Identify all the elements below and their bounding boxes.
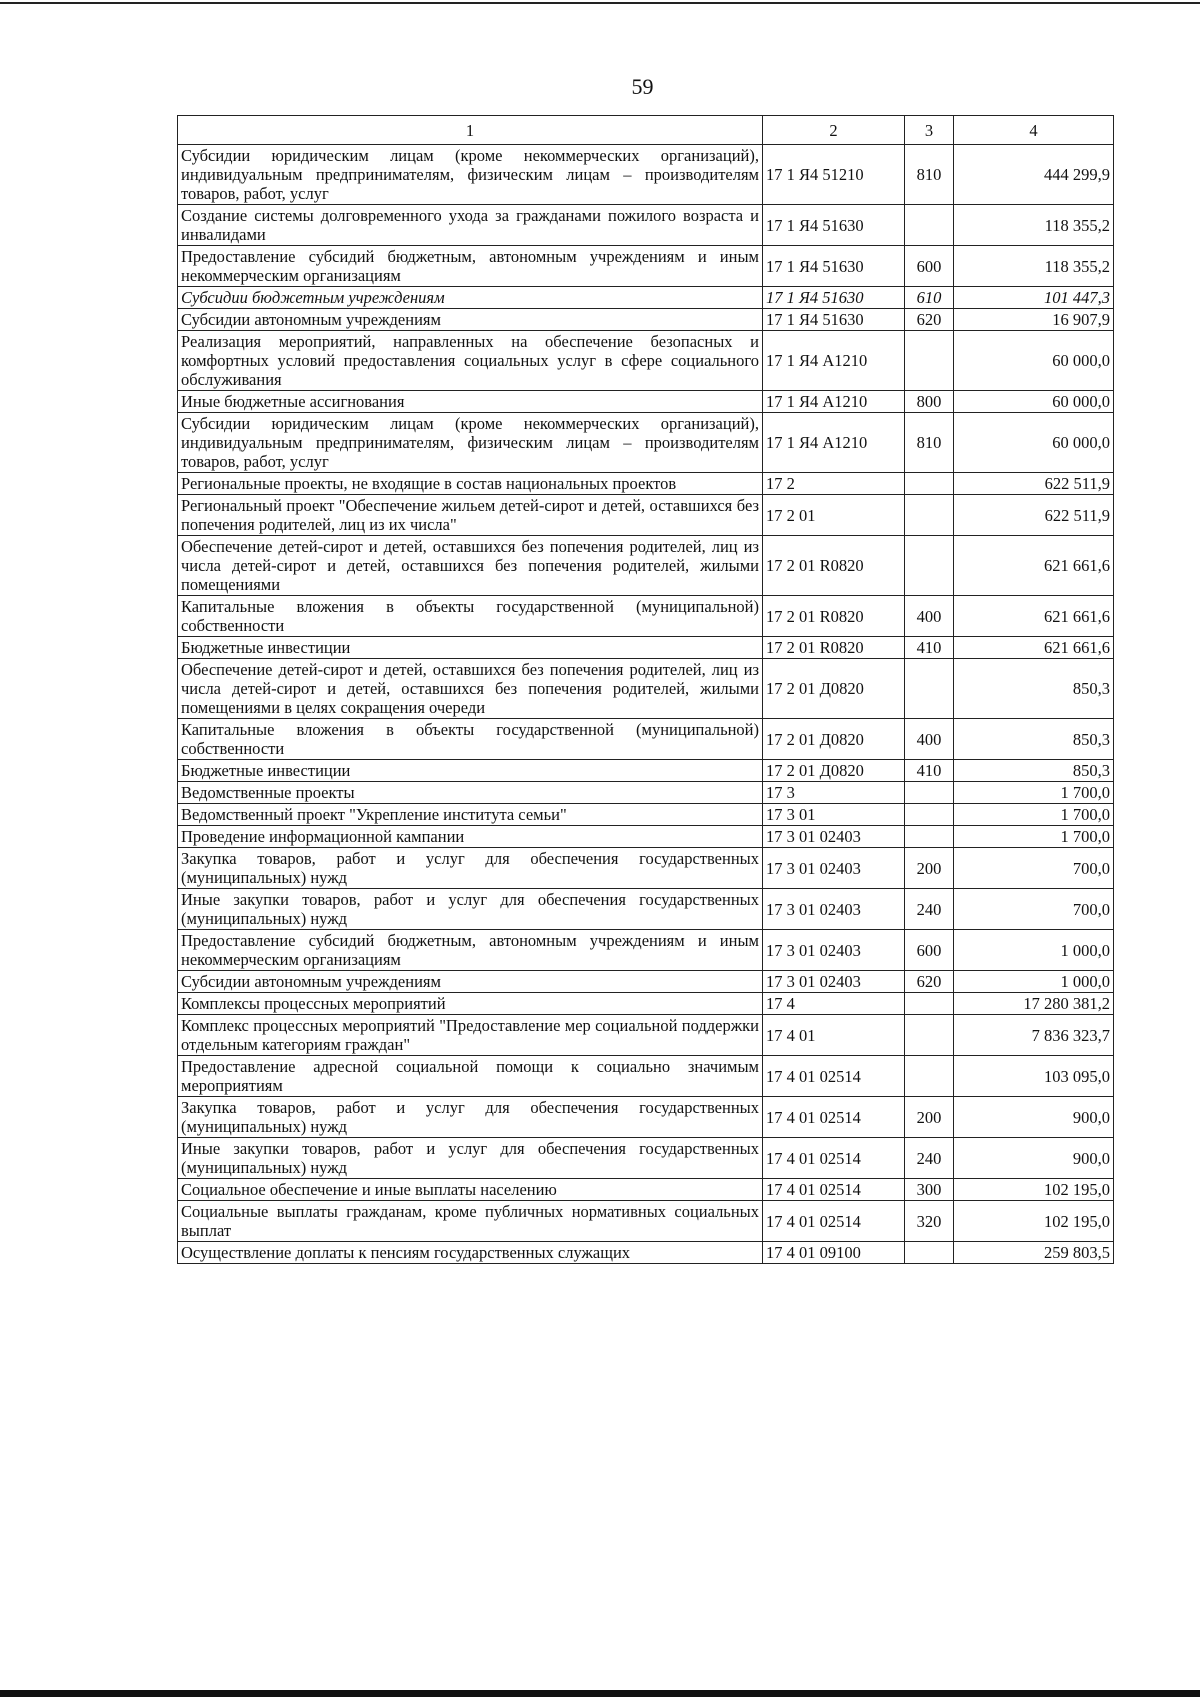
header-col-4: 4 [954,116,1114,145]
row-amount: 118 355,2 [954,205,1114,246]
row-amount: 60 000,0 [954,391,1114,413]
row-name: Предоставление субсидий бюджетным, автономным учреждениям и иным некоммерческим организациям [178,246,763,287]
row-name: Ведомственный проект "Укрепление института семьи" [178,804,763,826]
row-name: Создание системы долговременного ухода за гражданами пожилого возраста и инвалидами [178,205,763,246]
budget-table [177,115,1114,1264]
row-code: 17 1 Я4 51630 [763,246,905,287]
table-row [178,1201,1114,1242]
row-code: 17 2 01 R0820 [763,536,905,596]
table-row [178,848,1114,889]
row-amount: 1 000,0 [954,930,1114,971]
row-kvr: 200 [905,848,954,889]
row-amount: 259 803,5 [954,1242,1114,1264]
row-name: Осуществление доплаты к пенсиям государственных служащих [178,1242,763,1264]
row-amount: 622 511,9 [954,495,1114,536]
row-amount: 621 661,6 [954,637,1114,659]
table-row [178,596,1114,637]
row-amount: 700,0 [954,889,1114,930]
row-code: 17 4 01 02514 [763,1097,905,1138]
row-kvr: 410 [905,760,954,782]
row-kvr: 810 [905,413,954,473]
table-row [178,826,1114,848]
table-row [178,331,1114,391]
row-name: Обеспечение детей-сирот и детей, оставшихся без попечения родителей, лиц из числа детей-сирот и детей, оставшихся без попечения родителей, жилыми помещениями в целях сокращения очереди [178,659,763,719]
row-amount: 1 000,0 [954,971,1114,993]
row-kvr [905,1242,954,1264]
row-amount: 103 095,0 [954,1056,1114,1097]
header-col-2: 2 [763,116,905,145]
row-amount: 16 907,9 [954,309,1114,331]
row-name: Капитальные вложения в объекты государственной (муниципальной) собственности [178,719,763,760]
row-name: Комплекс процессных мероприятий "Предоставление мер социальной поддержки отдельным категориям граждан" [178,1015,763,1056]
table-row [178,391,1114,413]
row-code: 17 4 01 09100 [763,1242,905,1264]
row-amount: 900,0 [954,1138,1114,1179]
row-amount: 621 661,6 [954,536,1114,596]
row-kvr: 240 [905,1138,954,1179]
row-code: 17 1 Я4 А1210 [763,331,905,391]
row-name: Иные закупки товаров, работ и услуг для обеспечения государственных (муниципальных) нужд [178,1138,763,1179]
row-code: 17 3 01 02403 [763,971,905,993]
row-kvr: 320 [905,1201,954,1242]
table-row [178,659,1114,719]
row-name: Комплексы процессных мероприятий [178,993,763,1015]
row-code: 17 2 01 R0820 [763,637,905,659]
row-code: 17 3 01 02403 [763,889,905,930]
table-row [178,719,1114,760]
row-code: 17 2 [763,473,905,495]
row-amount: 900,0 [954,1097,1114,1138]
page-number: 59 [631,74,654,99]
row-amount: 60 000,0 [954,331,1114,391]
row-code: 17 2 01 [763,495,905,536]
row-name: Закупка товаров, работ и услуг для обеспечения государственных (муниципальных) нужд [178,848,763,889]
row-kvr [905,1056,954,1097]
row-name: Региональный проект "Обеспечение жильем детей-сирот и детей, оставшихся без попечения родителей, лиц из их числа" [178,495,763,536]
table-row [178,1179,1114,1201]
table-header-row [178,116,1114,145]
row-kvr: 620 [905,309,954,331]
row-kvr: 400 [905,719,954,760]
row-code: 17 3 01 [763,804,905,826]
row-kvr: 600 [905,930,954,971]
row-name: Субсидии юридическим лицам (кроме некоммерческих организаций), индивидуальным предпринимателям, физическим лицам – производителям товаров, работ, услуг [178,413,763,473]
row-kvr: 610 [905,287,954,309]
row-code: 17 1 Я4 А1210 [763,391,905,413]
row-code: 17 1 Я4 51210 [763,145,905,205]
row-name: Предоставление субсидий бюджетным, автономным учреждениям и иным некоммерческим организациям [178,930,763,971]
table-row [178,205,1114,246]
row-code: 17 4 01 02514 [763,1201,905,1242]
row-amount: 621 661,6 [954,596,1114,637]
row-code: 17 4 01 02514 [763,1179,905,1201]
row-kvr [905,782,954,804]
row-kvr: 800 [905,391,954,413]
row-name: Региональные проекты, не входящие в состав национальных проектов [178,473,763,495]
row-code: 17 4 [763,993,905,1015]
row-amount: 1 700,0 [954,826,1114,848]
row-kvr [905,536,954,596]
row-name: Субсидии бюджетным учреждениям [178,287,763,309]
row-code: 17 3 01 02403 [763,848,905,889]
row-kvr [905,205,954,246]
row-code: 17 4 01 02514 [763,1138,905,1179]
row-code: 17 2 01 R0820 [763,596,905,637]
row-kvr [905,804,954,826]
row-kvr: 200 [905,1097,954,1138]
table-row [178,246,1114,287]
row-kvr: 400 [905,596,954,637]
bottom-scan-border [0,1690,1200,1697]
row-code: 17 4 01 02514 [763,1056,905,1097]
row-name: Бюджетные инвестиции [178,637,763,659]
row-kvr [905,826,954,848]
row-name: Социальные выплаты гражданам, кроме публичных нормативных социальных выплат [178,1201,763,1242]
row-kvr [905,331,954,391]
row-amount: 850,3 [954,659,1114,719]
row-amount: 1 700,0 [954,804,1114,826]
row-name: Иные бюджетные ассигнования [178,391,763,413]
row-kvr [905,495,954,536]
row-amount: 101 447,3 [954,287,1114,309]
table-row [178,536,1114,596]
row-name: Субсидии юридическим лицам (кроме некоммерческих организаций), индивидуальным предпринимателям, физическим лицам – производителям товаров, работ, услуг [178,145,763,205]
row-name: Закупка товаров, работ и услуг для обеспечения государственных (муниципальных) нужд [178,1097,763,1138]
row-amount: 700,0 [954,848,1114,889]
row-code: 17 4 01 [763,1015,905,1056]
table-row [178,760,1114,782]
row-kvr: 410 [905,637,954,659]
table-row [178,413,1114,473]
row-kvr: 300 [905,1179,954,1201]
row-code: 17 3 [763,782,905,804]
table-row [178,495,1114,536]
table-row [178,889,1114,930]
table-row [178,309,1114,331]
table-row [178,637,1114,659]
row-name: Обеспечение детей-сирот и детей, оставшихся без попечения родителей, лиц из числа детей-сирот и детей, оставшихся без попечения родителей, жилыми помещениями [178,536,763,596]
row-name: Капитальные вложения в объекты государственной (муниципальной) собственности [178,596,763,637]
row-amount: 118 355,2 [954,246,1114,287]
row-name: Иные закупки товаров, работ и услуг для обеспечения государственных (муниципальных) нужд [178,889,763,930]
table-row [178,930,1114,971]
table-row [178,1242,1114,1264]
table-row [178,1138,1114,1179]
row-name: Реализация мероприятий, направленных на обеспечение безопасных и комфортных условий предоставления социальных услуг в сфере социального обслуживания [178,331,763,391]
table-row [178,1056,1114,1097]
table-row [178,287,1114,309]
row-name: Проведение информационной кампании [178,826,763,848]
row-amount: 850,3 [954,719,1114,760]
row-amount: 7 836 323,7 [954,1015,1114,1056]
row-name: Предоставление адресной социальной помощи к социально значимым мероприятиям [178,1056,763,1097]
table-row [178,971,1114,993]
row-amount: 17 280 381,2 [954,993,1114,1015]
table-row [178,993,1114,1015]
row-code: 17 1 Я4 А1210 [763,413,905,473]
row-kvr: 620 [905,971,954,993]
row-name: Социальное обеспечение и иные выплаты населению [178,1179,763,1201]
row-amount: 444 299,9 [954,145,1114,205]
row-amount: 850,3 [954,760,1114,782]
table-row [178,1097,1114,1138]
row-amount: 622 511,9 [954,473,1114,495]
row-code: 17 1 Я4 51630 [763,205,905,246]
row-amount: 102 195,0 [954,1201,1114,1242]
row-name: Ведомственные проекты [178,782,763,804]
table-row [178,804,1114,826]
row-code: 17 1 Я4 51630 [763,287,905,309]
table-row [178,145,1114,205]
row-code: 17 2 01 Д0820 [763,719,905,760]
row-code: 17 3 01 02403 [763,930,905,971]
row-name: Субсидии автономным учреждениям [178,971,763,993]
row-kvr [905,1015,954,1056]
row-amount: 60 000,0 [954,413,1114,473]
row-kvr: 240 [905,889,954,930]
table-row [178,782,1114,804]
row-code: 17 2 01 Д0820 [763,659,905,719]
row-kvr [905,659,954,719]
row-code: 17 3 01 02403 [763,826,905,848]
row-kvr: 810 [905,145,954,205]
row-name: Бюджетные инвестиции [178,760,763,782]
row-amount: 1 700,0 [954,782,1114,804]
table-row [178,1015,1114,1056]
header-col-1: 1 [178,116,763,145]
row-name: Субсидии автономным учреждениям [178,309,763,331]
header-col-3: 3 [905,116,954,145]
row-kvr [905,473,954,495]
table-row [178,473,1114,495]
top-scan-border [0,2,1200,4]
row-kvr: 600 [905,246,954,287]
row-code: 17 2 01 Д0820 [763,760,905,782]
row-kvr [905,993,954,1015]
row-code: 17 1 Я4 51630 [763,309,905,331]
row-amount: 102 195,0 [954,1179,1114,1201]
